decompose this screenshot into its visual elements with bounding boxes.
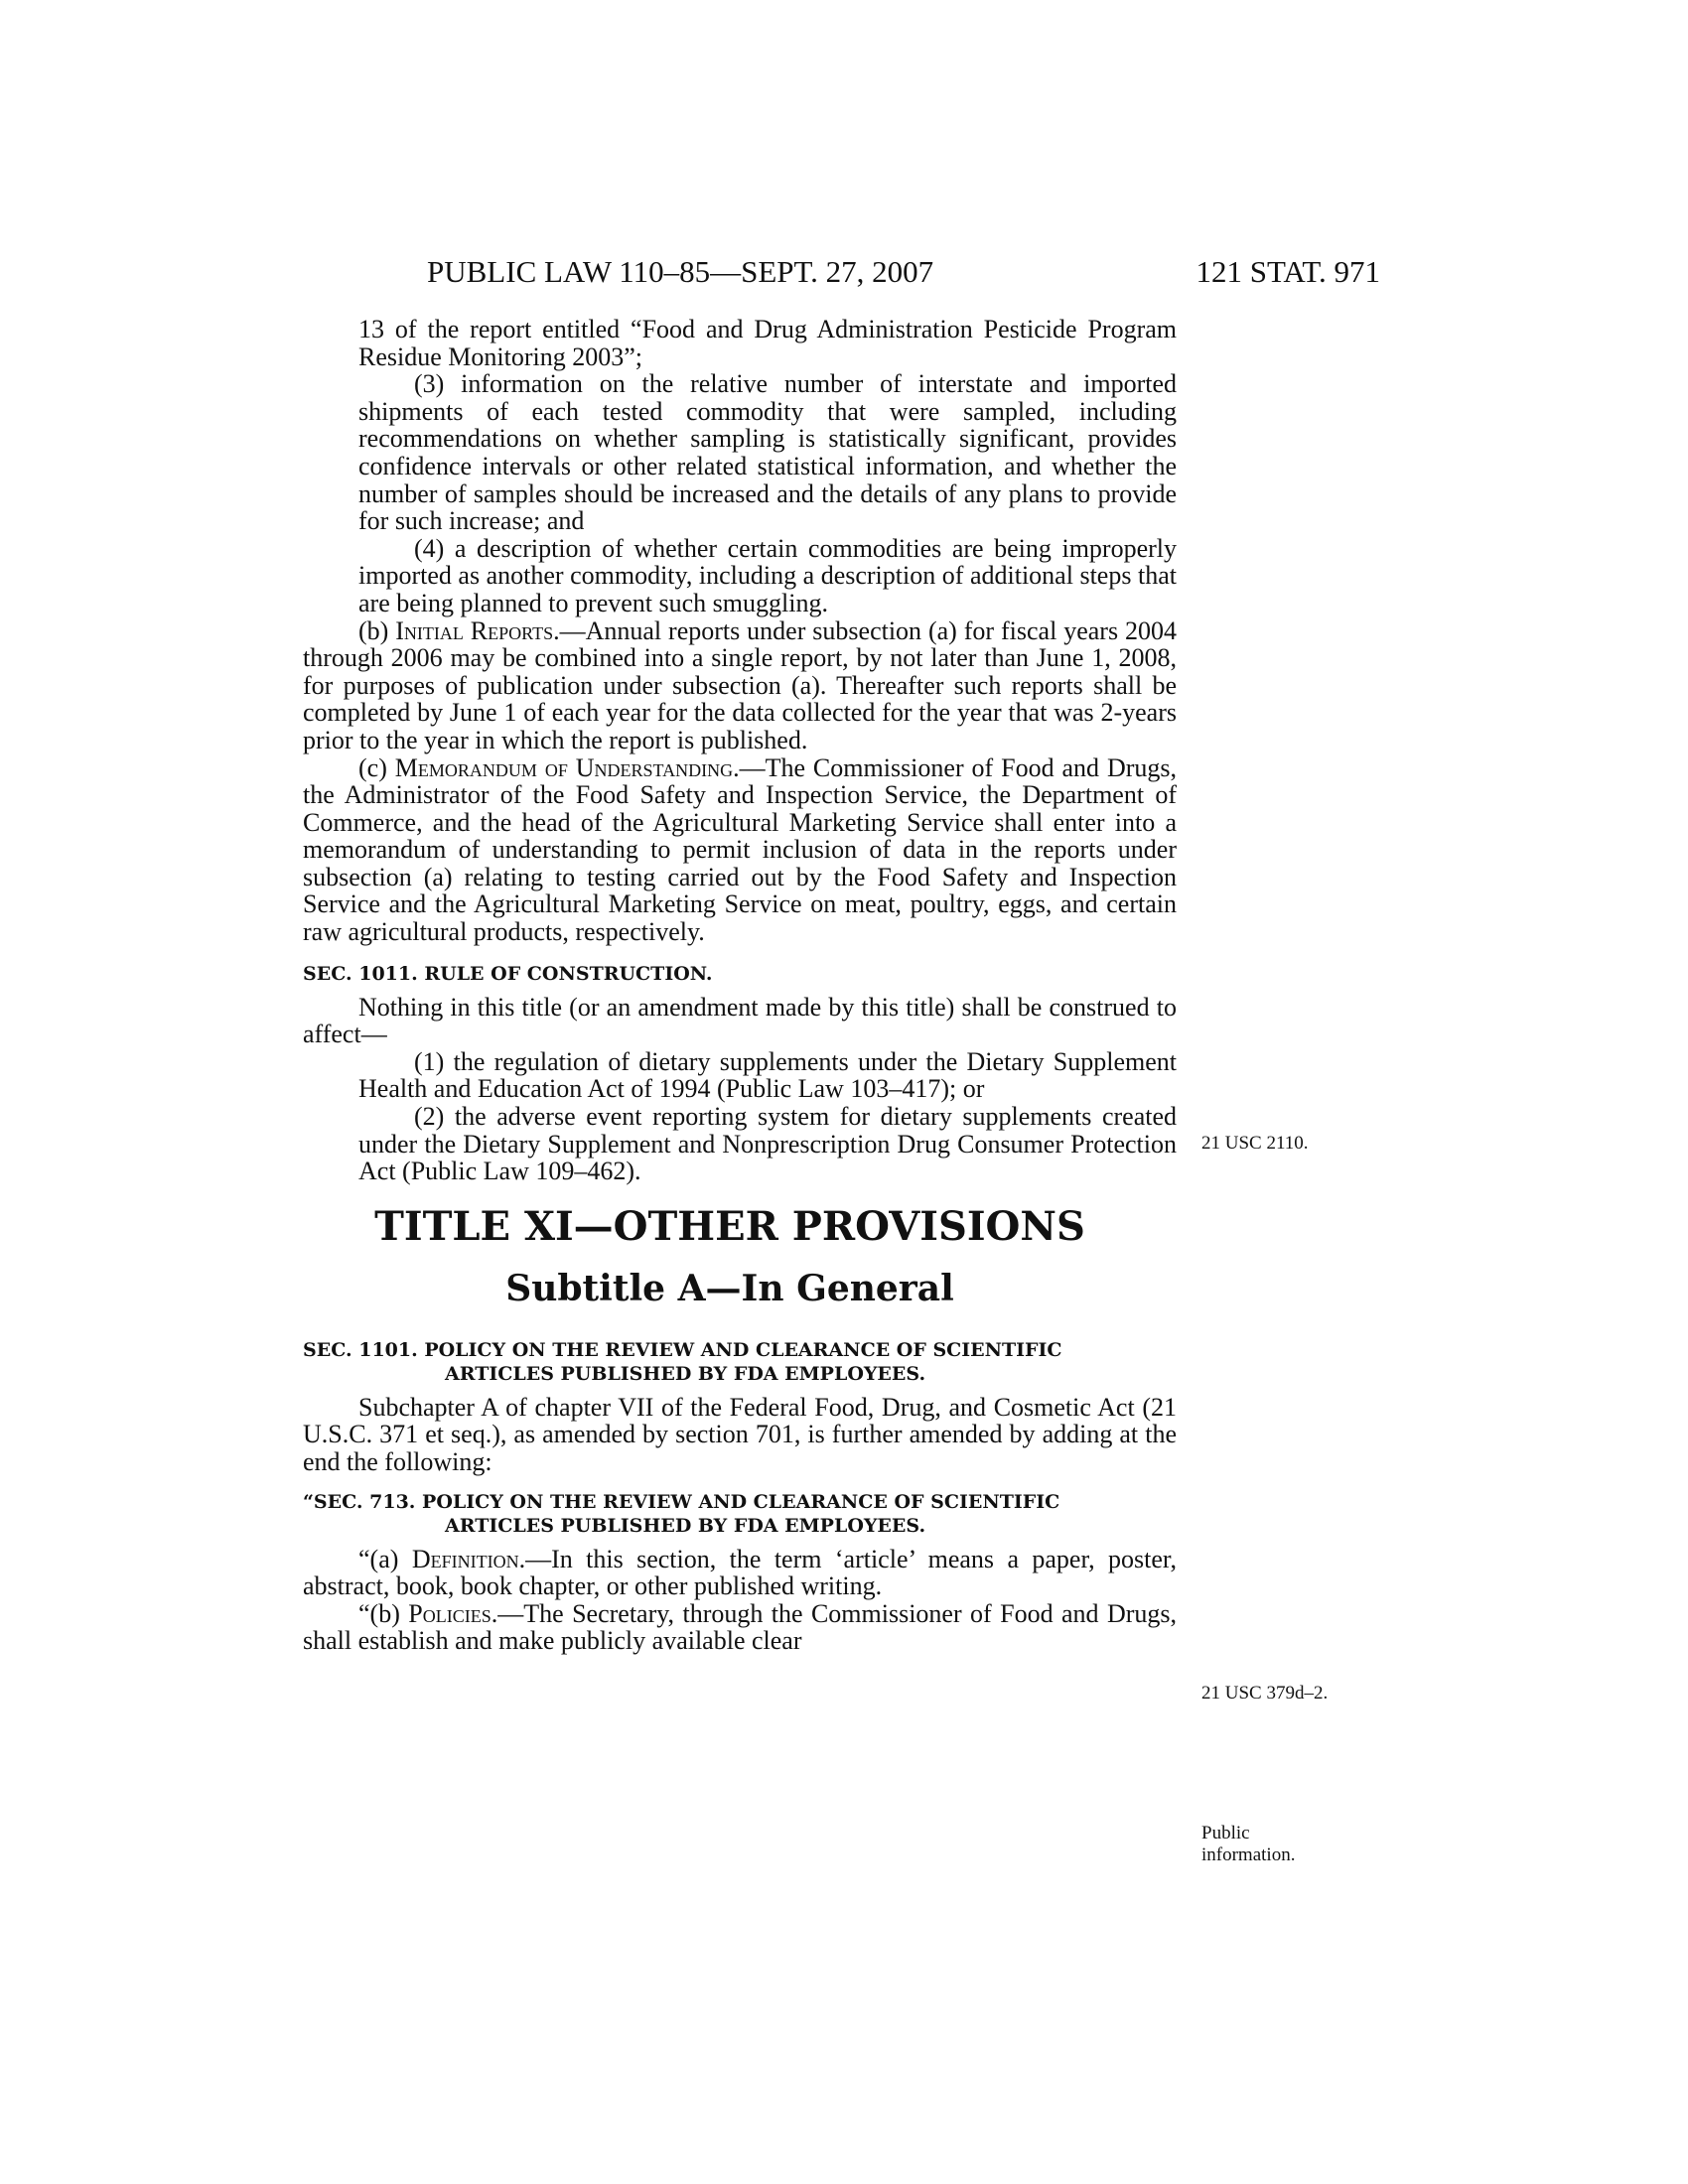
paragraph-item-3: (3) information on the relative number of interstate and imported shipments of each tested commodity that were sampled, including recommendations on whether sampling is statistically significant, provides confidence intervals or other related statistical information, and whether the number of samples should be increased and the details of any plans to provide for such increase; and bbox=[358, 369, 1177, 536]
section-1011-item-1: (1) the regulation of dietary supplements under the Dietary Supplement Health and Education Act of 1994 (Public Law 103–417); or bbox=[358, 1046, 1177, 1104]
section-713-heading bbox=[303, 1490, 1177, 1538]
subtitle-a-heading: Subtitle A—In General bbox=[505, 1267, 954, 1309]
section-1011-heading: SEC. 1011. RULE OF CONSTRUCTION. bbox=[303, 962, 713, 985]
policies-heading: Policies. bbox=[408, 1598, 498, 1628]
margin-note-21-usc-2110: 21 USC 2110. bbox=[1201, 1133, 1309, 1154]
running-head-stat-page: 121 STAT. 971 bbox=[1196, 254, 1380, 289]
paragraph-item-2-continued: 13 of the report entitled “Food and Drug Administration Pesticide Program Residue Monitoring 2003”; bbox=[358, 315, 1177, 371]
subsection-c-heading: Memorandum of Understanding. bbox=[394, 752, 740, 782]
definition-heading: Definition. bbox=[411, 1544, 526, 1573]
section-1011-item-2: (2) the adverse event reporting system for dietary supplements created under the Dietary Supplement and Nonprescription Drug Consumer Protection Act (Public Law 109–462). bbox=[358, 1102, 1177, 1186]
title-xi-heading: TITLE XI—OTHER PROVISIONS bbox=[374, 1202, 1085, 1250]
running-head bbox=[303, 252, 1380, 292]
running-head-title: PUBLIC LAW 110–85—SEPT. 27, 2007 bbox=[427, 254, 934, 289]
section-713-heading-line1: “SEC. 713. POLICY ON THE REVIEW AND CLEARANCE OF SCIENTIFIC bbox=[303, 1490, 1060, 1513]
margin-note-public-line1: Public bbox=[1201, 1823, 1250, 1843]
paragraph-item-4: (4) a description of whether certain commodities are being improperly imported as another commodity, including a description of additional steps that are being planned to prevent such smuggling. bbox=[358, 533, 1177, 617]
margin-note-public-information bbox=[1201, 1823, 1295, 1866]
section-1101-heading-line2: ARTICLES PUBLISHED BY FDA EMPLOYEES. bbox=[445, 1362, 926, 1385]
margin-note-public-line2: information. bbox=[1201, 1844, 1296, 1865]
subsection-c-memorandum: (c) Memorandum of Understanding.—The Commissioner of Food and Drugs, the Administrator of the Food Safety and Inspection Service, the Department of Commerce, and the head of the Agricultural Marketing Service shall enter into a memorandum of understanding to permit inclusion of data in the reports under subsection (a) relating to testing carried out by the Food Safety and Inspection Service and the Agricultural Marketing Service on meat, poultry, eggs, and certain raw agricultural products, respectively. bbox=[303, 752, 1177, 947]
section-713-subsection-a: “(a) Definition.—In this section, the term ‘article’ means a paper, poster, abstract, book, book chapter, or other published writing. bbox=[303, 1544, 1177, 1601]
section-1101-text: Subchapter A of chapter VII of the Federal Food, Drug, and Cosmetic Act (21 U.S.C. 371 et seq.), as amended by section 701, is further amended by adding at the end the following: bbox=[303, 1392, 1177, 1476]
section-1101-heading bbox=[303, 1338, 1177, 1386]
subsection-b-heading: Initial Reports. bbox=[395, 615, 560, 645]
margin-note-21-usc-379d-2: 21 USC 379d–2. bbox=[1201, 1683, 1329, 1704]
section-713-heading-line2: ARTICLES PUBLISHED BY FDA EMPLOYEES. bbox=[445, 1514, 926, 1537]
body-text bbox=[303, 316, 1177, 1655]
section-1011-intro: Nothing in this title (or an amendment made by this title) shall be construed to affect— bbox=[303, 992, 1177, 1049]
subsection-b-initial-reports: (b) Initial Reports.—Annual reports under subsection (a) for fiscal years 2004 through 2006 may be combined into a single report, by not later than June 1, 2008, for purposes of publication under subsection (a). Thereafter such reports shall be completed by June 1 of each year for the data collected for the year that was 2-years prior to the year in which the report is published. bbox=[303, 615, 1177, 754]
section-1101-heading-line1: SEC. 1101. POLICY ON THE REVIEW AND CLEARANCE OF SCIENTIFIC bbox=[303, 1338, 1062, 1361]
section-713-subsection-b: “(b) Policies.—The Secretary, through the Commissioner of Food and Drugs, shall establish and make publicly available clear bbox=[303, 1598, 1178, 1656]
